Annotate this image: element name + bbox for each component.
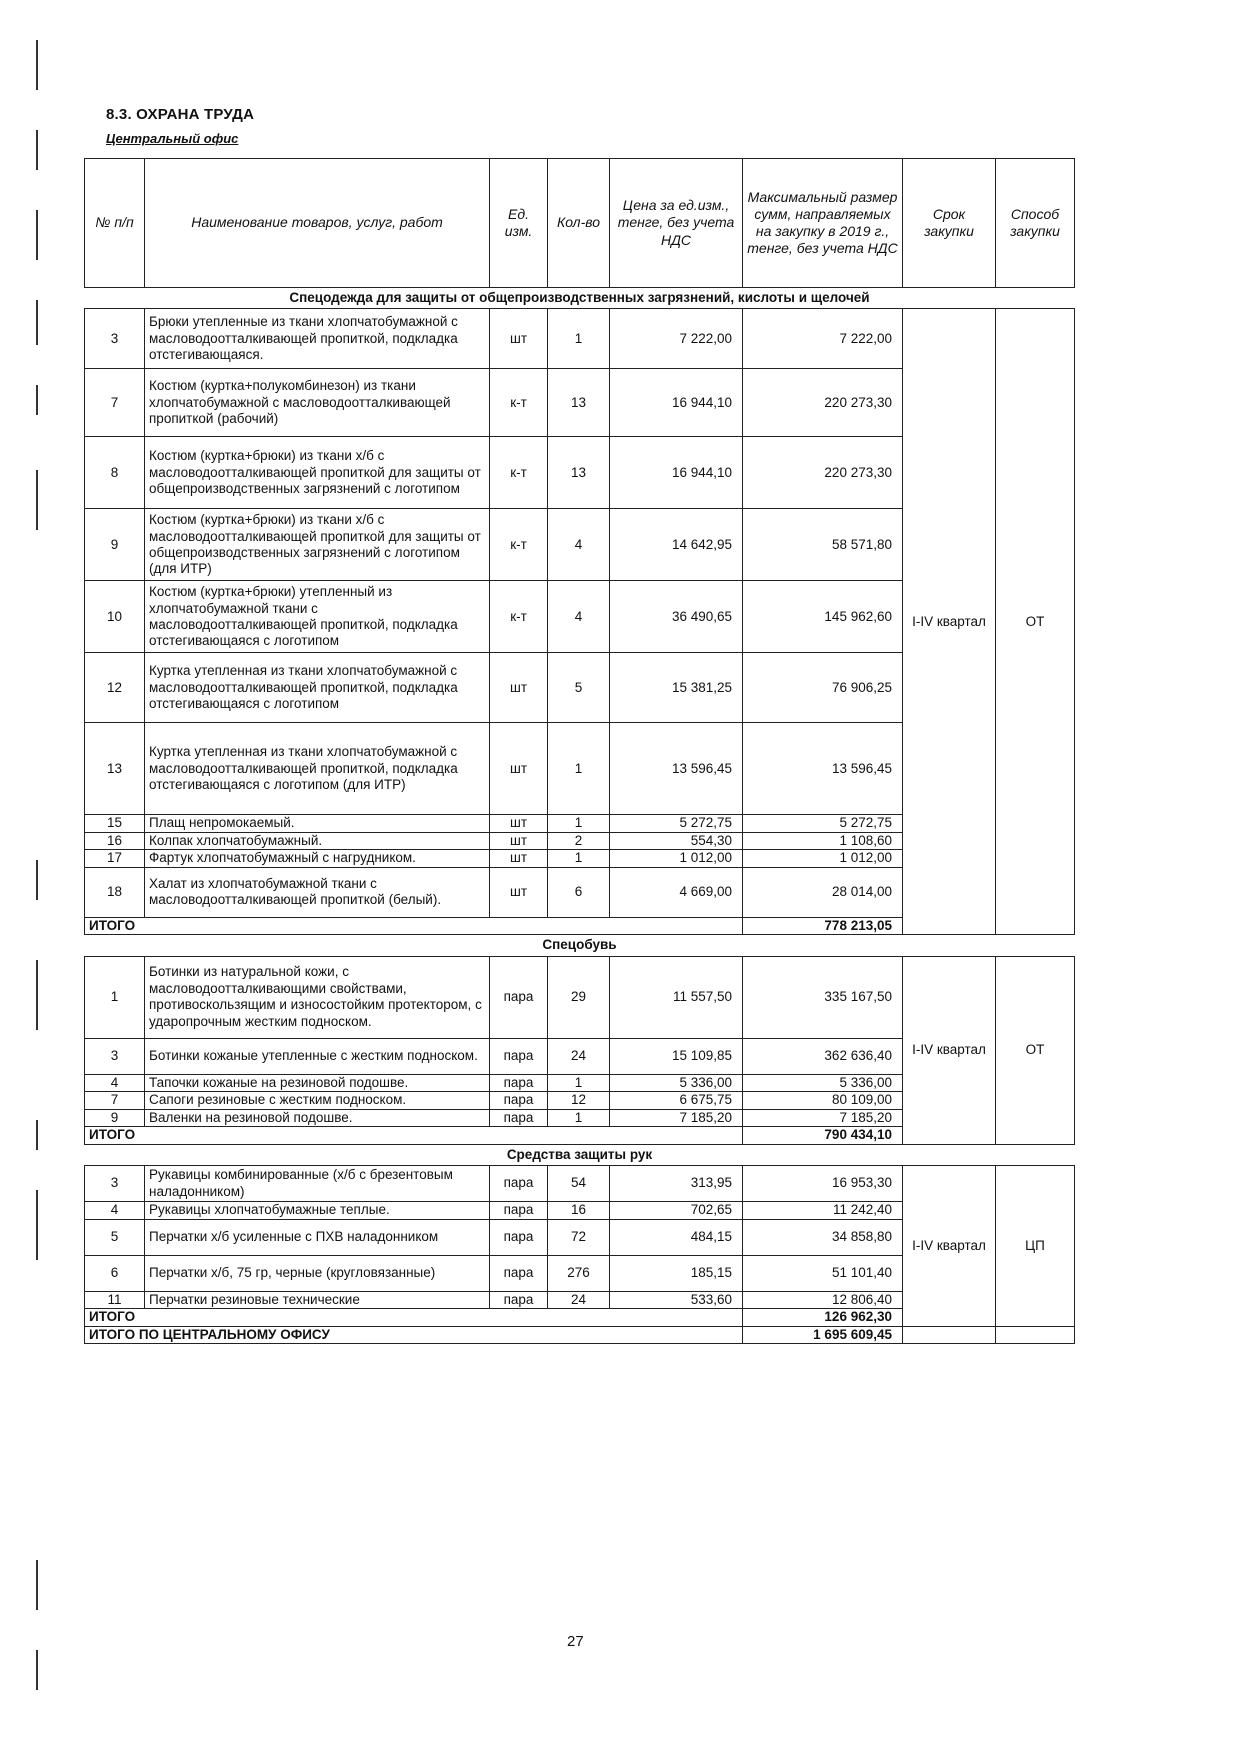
unit-price: 11 557,50 xyxy=(610,956,743,1038)
unit: пара xyxy=(490,1255,548,1291)
empty-cell xyxy=(903,1326,996,1343)
column-header: Цена за ед.изм., тенге, без учета НДС xyxy=(610,159,743,288)
quantity: 276 xyxy=(548,1255,610,1291)
quantity: 1 xyxy=(548,850,610,867)
unit: пара xyxy=(490,1291,548,1308)
row-number: 9 xyxy=(85,1109,145,1126)
section-title-row xyxy=(85,288,1075,309)
max-sum: 58 571,80 xyxy=(743,509,903,581)
row-number: 3 xyxy=(85,1038,145,1074)
table-header-row xyxy=(85,159,1075,288)
procurement-table xyxy=(84,158,1075,1344)
column-header: Максимальный размер сумм, направляемых на закупку в 2019 г., тенге, без учета НДС xyxy=(743,159,903,288)
section-total-value: 790 434,10 xyxy=(743,1127,903,1144)
table-row xyxy=(85,309,1075,369)
quantity: 2 xyxy=(548,832,610,849)
item-name: Костюм (куртка+брюки) из ткани х/б с масловодоотталкивающей пропиткой для защиты от общепроизводственных загрязнений с логотипом (для ИТР) xyxy=(145,509,490,581)
row-number: 16 xyxy=(85,832,145,849)
item-name: Рукавицы комбинированные (х/б с брезентовым наладонником) xyxy=(145,1166,490,1202)
unit-price: 7 185,20 xyxy=(610,1109,743,1126)
unit-price: 16 944,10 xyxy=(610,437,743,509)
max-sum: 16 953,30 xyxy=(743,1166,903,1202)
max-sum: 80 109,00 xyxy=(743,1092,903,1109)
row-number: 18 xyxy=(85,867,145,917)
max-sum: 11 242,40 xyxy=(743,1202,903,1219)
quantity: 1 xyxy=(548,1109,610,1126)
item-name: Куртка утепленная из ткани хлопчатобумажной с масловодоотталкивающей пропиткой, подкладка отстегивающаяся с логотипом xyxy=(145,653,490,723)
unit-price: 6 675,75 xyxy=(610,1092,743,1109)
quantity: 72 xyxy=(548,1219,610,1255)
max-sum: 34 858,80 xyxy=(743,1219,903,1255)
unit: к-т xyxy=(490,509,548,581)
unit: пара xyxy=(490,1166,548,1202)
item-name: Куртка утепленная из ткани хлопчатобумажной с масловодоотталкивающей пропиткой, подкладка отстегивающаяся с логотипом (для ИТР) xyxy=(145,723,490,815)
item-name: Колпак хлопчатобумажный. xyxy=(145,832,490,849)
max-sum: 335 167,50 xyxy=(743,956,903,1038)
empty-cell xyxy=(996,1326,1075,1343)
row-number: 17 xyxy=(85,850,145,867)
max-sum: 220 273,30 xyxy=(743,437,903,509)
purchase-term: I-IV квартал xyxy=(903,956,996,1144)
column-header: № п/п xyxy=(85,159,145,288)
max-sum: 5 272,75 xyxy=(743,815,903,832)
page-subheading: Центральный офис xyxy=(106,131,239,146)
row-number: 10 xyxy=(85,581,145,653)
unit-price: 1 012,00 xyxy=(610,850,743,867)
max-sum: 220 273,30 xyxy=(743,369,903,437)
unit-price: 13 596,45 xyxy=(610,723,743,815)
unit: пара xyxy=(490,1038,548,1074)
unit: пара xyxy=(490,1202,548,1219)
max-sum: 1 108,60 xyxy=(743,832,903,849)
column-header: Ед. изм. xyxy=(490,159,548,288)
max-sum: 7 185,20 xyxy=(743,1109,903,1126)
unit: пара xyxy=(490,956,548,1038)
quantity: 24 xyxy=(548,1291,610,1308)
page-heading: 8.3. ОХРАНА ТРУДА xyxy=(106,106,255,123)
table-row xyxy=(85,956,1075,1038)
item-name: Сапоги резиновые с жестким подноском. xyxy=(145,1092,490,1109)
section-total-value: 126 962,30 xyxy=(743,1309,903,1326)
max-sum: 13 596,45 xyxy=(743,723,903,815)
row-number: 4 xyxy=(85,1202,145,1219)
max-sum: 28 014,00 xyxy=(743,867,903,917)
section-title-row xyxy=(85,935,1075,956)
row-number: 7 xyxy=(85,1092,145,1109)
section-title: Спецобувь xyxy=(85,935,1075,956)
quantity: 16 xyxy=(548,1202,610,1219)
unit-price: 484,15 xyxy=(610,1219,743,1255)
unit: к-т xyxy=(490,581,548,653)
unit: шт xyxy=(490,309,548,369)
item-name: Валенки на резиновой подошве. xyxy=(145,1109,490,1126)
quantity: 12 xyxy=(548,1092,610,1109)
section-total-label: ИТОГО xyxy=(85,1127,743,1144)
quantity: 13 xyxy=(548,437,610,509)
purchase-term: I-IV квартал xyxy=(903,1166,996,1326)
unit-price: 313,95 xyxy=(610,1166,743,1202)
unit: шт xyxy=(490,653,548,723)
quantity: 29 xyxy=(548,956,610,1038)
item-name: Брюки утепленные из ткани хлопчатобумажной с масловодоотталкивающей пропиткой, подкладка отстегивающаяся. xyxy=(145,309,490,369)
item-name: Плащ непромокаемый. xyxy=(145,815,490,832)
row-number: 9 xyxy=(85,509,145,581)
unit-price: 14 642,95 xyxy=(610,509,743,581)
column-header: Наименование товаров, услуг, работ xyxy=(145,159,490,288)
quantity: 6 xyxy=(548,867,610,917)
unit-price: 5 272,75 xyxy=(610,815,743,832)
max-sum: 145 962,60 xyxy=(743,581,903,653)
purchase-method: ОТ xyxy=(996,956,1075,1144)
grand-total-value: 1 695 609,45 xyxy=(743,1326,903,1343)
unit: пара xyxy=(490,1092,548,1109)
quantity: 1 xyxy=(548,723,610,815)
item-name: Перчатки х/б, 75 гр, черные (кругловязанные) xyxy=(145,1255,490,1291)
section-title: Средства защиты рук xyxy=(85,1144,1075,1165)
page-number: 27 xyxy=(567,1633,584,1650)
quantity: 4 xyxy=(548,509,610,581)
unit: пара xyxy=(490,1074,548,1091)
section-title-row xyxy=(85,1144,1075,1165)
section-total-label: ИТОГО xyxy=(85,1309,743,1326)
unit: к-т xyxy=(490,437,548,509)
max-sum: 12 806,40 xyxy=(743,1291,903,1308)
item-name: Тапочки кожаные на резиновой подошве. xyxy=(145,1074,490,1091)
row-number: 11 xyxy=(85,1291,145,1308)
grand-total-label: ИТОГО ПО ЦЕНТРАЛЬНОМУ ОФИСУ xyxy=(85,1326,743,1343)
section-title: Спецодежда для защиты от общепроизводственных загрязнений, кислоты и щелочей xyxy=(85,288,1075,309)
purchase-method: ЦП xyxy=(996,1166,1075,1326)
quantity: 1 xyxy=(548,815,610,832)
row-number: 5 xyxy=(85,1219,145,1255)
section-total-value: 778 213,05 xyxy=(743,917,903,934)
item-name: Фартук хлопчатобумажный с нагрудником. xyxy=(145,850,490,867)
row-number: 6 xyxy=(85,1255,145,1291)
item-name: Костюм (куртка+брюки) из ткани х/б с масловодоотталкивающей пропиткой для защиты от общепроизводственных загрязнений с логотипом xyxy=(145,437,490,509)
row-number: 8 xyxy=(85,437,145,509)
row-number: 1 xyxy=(85,956,145,1038)
item-name: Халат из хлопчатобумажной ткани с масловодоотталкивающей пропиткой (белый). xyxy=(145,867,490,917)
unit: шт xyxy=(490,867,548,917)
unit-price: 185,15 xyxy=(610,1255,743,1291)
max-sum: 1 012,00 xyxy=(743,850,903,867)
unit-price: 5 336,00 xyxy=(610,1074,743,1091)
max-sum: 51 101,40 xyxy=(743,1255,903,1291)
unit-price: 16 944,10 xyxy=(610,369,743,437)
grand-total-row xyxy=(85,1326,1075,1343)
purchase-term: I-IV квартал xyxy=(903,309,996,935)
quantity: 5 xyxy=(548,653,610,723)
scan-margin-marks xyxy=(0,0,40,1754)
item-name: Рукавицы хлопчатобумажные теплые. xyxy=(145,1202,490,1219)
unit: к-т xyxy=(490,369,548,437)
column-header: Срок закупки xyxy=(903,159,996,288)
max-sum: 7 222,00 xyxy=(743,309,903,369)
row-number: 4 xyxy=(85,1074,145,1091)
section-total-label: ИТОГО xyxy=(85,917,743,934)
unit-price: 15 109,85 xyxy=(610,1038,743,1074)
quantity: 1 xyxy=(548,1074,610,1091)
item-name: Ботинки из натуральной кожи, с масловодоотталкивающими свойствами, противоскользящим и износостойким протектором, с ударопрочным жестким подноском. xyxy=(145,956,490,1038)
quantity: 4 xyxy=(548,581,610,653)
unit-price: 702,65 xyxy=(610,1202,743,1219)
unit-price: 7 222,00 xyxy=(610,309,743,369)
unit: пара xyxy=(490,1219,548,1255)
unit-price: 15 381,25 xyxy=(610,653,743,723)
item-name: Костюм (куртка+брюки) утепленный из хлопчатобумажной ткани с масловодоотталкивающей пропиткой, подкладка отстегивающаяся с логотипом xyxy=(145,581,490,653)
max-sum: 5 336,00 xyxy=(743,1074,903,1091)
quantity: 13 xyxy=(548,369,610,437)
unit-price: 533,60 xyxy=(610,1291,743,1308)
table-row xyxy=(85,1166,1075,1202)
purchase-method: ОТ xyxy=(996,309,1075,935)
quantity: 1 xyxy=(548,309,610,369)
item-name: Ботинки кожаные утепленные с жестким подноском. xyxy=(145,1038,490,1074)
column-header: Способ закупки xyxy=(996,159,1075,288)
row-number: 15 xyxy=(85,815,145,832)
unit: пара xyxy=(490,1109,548,1126)
table-body xyxy=(85,288,1075,1344)
column-header: Кол-во xyxy=(548,159,610,288)
quantity: 54 xyxy=(548,1166,610,1202)
item-name: Перчатки резиновые технические xyxy=(145,1291,490,1308)
unit: шт xyxy=(490,815,548,832)
unit-price: 4 669,00 xyxy=(610,867,743,917)
row-number: 13 xyxy=(85,723,145,815)
row-number: 7 xyxy=(85,369,145,437)
item-name: Перчатки х/б усиленные с ПХВ наладонником xyxy=(145,1219,490,1255)
row-number: 3 xyxy=(85,1166,145,1202)
unit-price: 554,30 xyxy=(610,832,743,849)
unit: шт xyxy=(490,723,548,815)
unit-price: 36 490,65 xyxy=(610,581,743,653)
quantity: 24 xyxy=(548,1038,610,1074)
row-number: 3 xyxy=(85,309,145,369)
unit: шт xyxy=(490,850,548,867)
unit: шт xyxy=(490,832,548,849)
max-sum: 362 636,40 xyxy=(743,1038,903,1074)
item-name: Костюм (куртка+полукомбинезон) из ткани хлопчатобумажной с масловодоотталкивающей пропиткой (рабочий) xyxy=(145,369,490,437)
max-sum: 76 906,25 xyxy=(743,653,903,723)
row-number: 12 xyxy=(85,653,145,723)
